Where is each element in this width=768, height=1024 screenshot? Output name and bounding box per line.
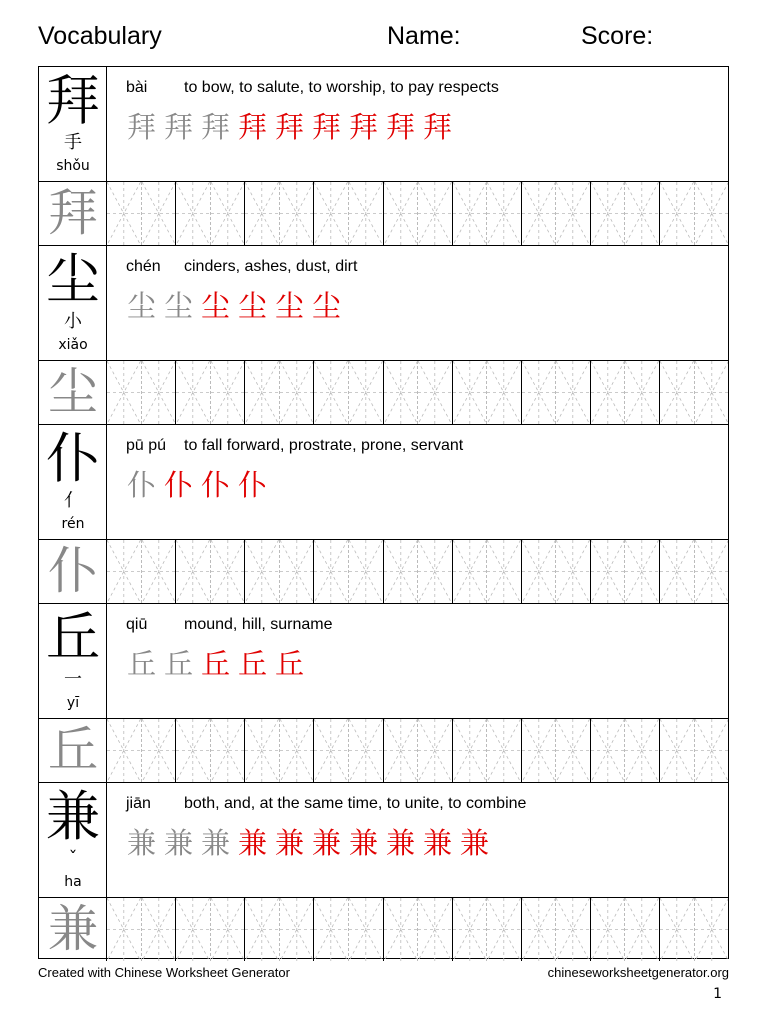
radical-pinyin: xiǎo: [58, 337, 88, 353]
practice-cell[interactable]: [487, 361, 522, 424]
practice-cell[interactable]: [556, 898, 591, 961]
practice-cell[interactable]: [695, 719, 729, 782]
stroke-step: 拜: [164, 110, 195, 144]
meaning: both, and, at the same time, to unite, to combine: [184, 795, 527, 812]
practice-cell[interactable]: [142, 361, 177, 424]
practice-cell[interactable]: [522, 719, 557, 782]
practice-cell[interactable]: [487, 182, 522, 245]
stroke-step: 尘: [164, 289, 195, 323]
trace-panel: [39, 361, 107, 424]
character-panel: [39, 425, 107, 539]
stroke-step: 拜: [423, 110, 454, 144]
practice-cell[interactable]: [384, 719, 419, 782]
practice-cell[interactable]: [176, 182, 211, 245]
character-panel: [39, 246, 107, 360]
vocab-info-row: [39, 604, 728, 719]
stroke-order: [127, 109, 460, 145]
practice-cell[interactable]: [107, 540, 142, 603]
practice-cell[interactable]: [176, 540, 211, 603]
practice-cell[interactable]: [211, 719, 246, 782]
trace-panel: [39, 540, 107, 603]
stroke-step: 丘: [238, 647, 269, 681]
practice-cell[interactable]: [245, 898, 280, 961]
pinyin: pū pú: [126, 437, 167, 454]
stroke-step: 拜: [386, 110, 417, 144]
practice-cell[interactable]: [591, 182, 626, 245]
practice-cell[interactable]: [556, 361, 591, 424]
pinyin: chén: [126, 258, 161, 275]
practice-cell[interactable]: [142, 182, 177, 245]
stroke-step: 丘: [164, 647, 195, 681]
practice-cell[interactable]: [556, 540, 591, 603]
practice-cell[interactable]: [349, 898, 384, 961]
worksheet-grid: [38, 66, 729, 959]
practice-cell[interactable]: [418, 898, 453, 961]
practice-cell[interactable]: [280, 898, 315, 961]
trace-character: 丘: [48, 721, 98, 779]
practice-cell[interactable]: [660, 540, 695, 603]
practice-cell[interactable]: [556, 719, 591, 782]
radical-pinyin: yī: [66, 695, 80, 711]
stroke-order: [127, 825, 497, 861]
vocab-info-row: [39, 67, 728, 182]
practice-cell[interactable]: [349, 540, 384, 603]
radical: 手: [64, 132, 82, 153]
practice-cell[interactable]: [453, 540, 488, 603]
stroke-step: 兼: [201, 826, 232, 860]
practice-cell[interactable]: [695, 182, 729, 245]
radical: 亻: [64, 490, 82, 511]
trace-character: 仆: [48, 542, 98, 600]
practice-cell[interactable]: [314, 182, 349, 245]
practice-cell[interactable]: [487, 719, 522, 782]
vocab-entry: [39, 246, 728, 425]
radical: 小: [64, 311, 82, 332]
practice-cell[interactable]: [384, 540, 419, 603]
character-panel: [39, 604, 107, 718]
practice-cell[interactable]: [142, 898, 177, 961]
pinyin: bài: [126, 79, 148, 96]
practice-cell[interactable]: [591, 719, 626, 782]
stroke-step: 拜: [127, 110, 158, 144]
radical-pinyin: rén: [61, 516, 85, 532]
practice-cell[interactable]: [625, 182, 660, 245]
practice-cell[interactable]: [314, 898, 349, 961]
practice-cell[interactable]: [280, 182, 315, 245]
practice-cell[interactable]: [349, 719, 384, 782]
footer-credit: Created with Chinese Worksheet Generator: [38, 965, 290, 980]
stroke-order: [127, 288, 349, 324]
practice-cell[interactable]: [176, 361, 211, 424]
main-character: 尘: [46, 248, 100, 311]
practice-cell[interactable]: [176, 719, 211, 782]
practice-cell[interactable]: [384, 182, 419, 245]
trace-character: 兼: [48, 900, 98, 958]
practice-cell[interactable]: [453, 719, 488, 782]
stroke-step: 拜: [349, 110, 380, 144]
character-panel: [39, 783, 107, 897]
radical-pinyin: shǒu: [56, 158, 90, 174]
practice-cell[interactable]: [695, 361, 729, 424]
practice-cell[interactable]: [625, 540, 660, 603]
definition-line: [126, 79, 499, 97]
practice-row: [39, 361, 728, 424]
stroke-step: 仆: [127, 468, 158, 502]
practice-cell[interactable]: [245, 540, 280, 603]
main-character: 仆: [46, 427, 100, 490]
practice-cell[interactable]: [591, 361, 626, 424]
practice-cell[interactable]: [453, 898, 488, 961]
practice-cell[interactable]: [384, 361, 419, 424]
definition-line: [126, 437, 463, 455]
stroke-step: 丘: [201, 647, 232, 681]
practice-cell[interactable]: [142, 540, 177, 603]
practice-cell[interactable]: [487, 540, 522, 603]
stroke-step: 仆: [238, 468, 269, 502]
stroke-step: 仆: [164, 468, 195, 502]
practice-cell[interactable]: [625, 719, 660, 782]
practice-row: [39, 540, 728, 603]
practice-cell[interactable]: [591, 540, 626, 603]
page-number: 1: [713, 986, 722, 1002]
footer-website[interactable]: chineseworksheetgenerator.org: [547, 965, 729, 980]
vocab-entry: [39, 67, 728, 246]
stroke-step: 兼: [386, 826, 417, 860]
vocab-entry: [39, 425, 728, 604]
trace-panel: [39, 719, 107, 782]
practice-cell[interactable]: [211, 182, 246, 245]
stroke-step: 尘: [201, 289, 232, 323]
practice-cell[interactable]: [314, 540, 349, 603]
practice-cell[interactable]: [107, 719, 142, 782]
stroke-step: 兼: [349, 826, 380, 860]
main-character: 丘: [46, 606, 100, 669]
stroke-step: 拜: [201, 110, 232, 144]
practice-cell[interactable]: [314, 361, 349, 424]
trace-character: 尘: [48, 363, 98, 421]
vocab-info-row: [39, 425, 728, 540]
meaning: mound, hill, surname: [184, 616, 333, 633]
stroke-step: 尘: [238, 289, 269, 323]
practice-cell[interactable]: [245, 719, 280, 782]
practice-cell[interactable]: [349, 361, 384, 424]
vocab-entry: [39, 604, 728, 783]
practice-cell[interactable]: [625, 361, 660, 424]
practice-cell[interactable]: [107, 898, 142, 961]
practice-row: [39, 898, 728, 961]
practice-cell[interactable]: [625, 898, 660, 961]
main-character: 拜: [46, 69, 100, 132]
practice-cell[interactable]: [522, 540, 557, 603]
definition-line: [126, 616, 333, 634]
trace-character: 拜: [48, 184, 98, 242]
stroke-step: 拜: [238, 110, 269, 144]
stroke-step: 兼: [164, 826, 195, 860]
stroke-step: 兼: [460, 826, 491, 860]
worksheet-title: Vocabulary: [38, 22, 162, 50]
stroke-step: 拜: [312, 110, 343, 144]
meaning: cinders, ashes, dust, dirt: [184, 258, 358, 275]
score-label: Score:: [581, 22, 654, 50]
practice-cell[interactable]: [418, 719, 453, 782]
radical: ˇ: [68, 848, 78, 869]
practice-cell[interactable]: [453, 182, 488, 245]
definition-line: [126, 795, 526, 813]
trace-panel: [39, 898, 107, 961]
practice-cell[interactable]: [695, 540, 729, 603]
practice-row: [39, 182, 728, 245]
practice-cell[interactable]: [522, 182, 557, 245]
vocab-entry: [39, 783, 728, 961]
practice-cell[interactable]: [522, 361, 557, 424]
stroke-step: 丘: [127, 647, 158, 681]
stroke-step: 兼: [423, 826, 454, 860]
practice-cell[interactable]: [418, 361, 453, 424]
practice-cell[interactable]: [142, 719, 177, 782]
practice-cell[interactable]: [487, 898, 522, 961]
practice-cell[interactable]: [211, 540, 246, 603]
practice-cell[interactable]: [384, 898, 419, 961]
practice-cell[interactable]: [314, 719, 349, 782]
stroke-step: 尘: [275, 289, 306, 323]
practice-cell[interactable]: [349, 182, 384, 245]
practice-cell[interactable]: [245, 361, 280, 424]
practice-cell[interactable]: [453, 361, 488, 424]
practice-cell[interactable]: [695, 898, 729, 961]
practice-cell[interactable]: [660, 182, 695, 245]
practice-cell[interactable]: [211, 898, 246, 961]
practice-cell[interactable]: [211, 361, 246, 424]
meaning: to bow, to salute, to worship, to pay respects: [184, 79, 499, 96]
stroke-step: 仆: [201, 468, 232, 502]
practice-cell[interactable]: [660, 361, 695, 424]
practice-cell[interactable]: [418, 540, 453, 603]
practice-cell[interactable]: [280, 361, 315, 424]
practice-cell[interactable]: [660, 719, 695, 782]
practice-cell[interactable]: [245, 182, 280, 245]
stroke-order: [127, 646, 312, 682]
pinyin: jiān: [126, 795, 151, 812]
stroke-order: [127, 467, 275, 503]
radical-pinyin: ha: [64, 874, 82, 890]
practice-cell[interactable]: [522, 898, 557, 961]
pinyin: qiū: [126, 616, 148, 633]
main-character: 兼: [46, 785, 100, 848]
name-label: Name:: [387, 22, 461, 50]
stroke-step: 丘: [275, 647, 306, 681]
practice-cell[interactable]: [556, 182, 591, 245]
stroke-step: 兼: [275, 826, 306, 860]
practice-cell[interactable]: [107, 361, 142, 424]
stroke-step: 尘: [312, 289, 343, 323]
trace-panel: [39, 182, 107, 245]
vocab-info-row: [39, 783, 728, 898]
character-panel: [39, 67, 107, 181]
radical: 一: [64, 669, 82, 690]
practice-cell[interactable]: [107, 182, 142, 245]
practice-cell[interactable]: [660, 898, 695, 961]
practice-cell[interactable]: [591, 898, 626, 961]
vocab-info-row: [39, 246, 728, 361]
stroke-step: 兼: [127, 826, 158, 860]
stroke-step: 兼: [312, 826, 343, 860]
meaning: to fall forward, prostrate, prone, servant: [184, 437, 464, 454]
stroke-step: 拜: [275, 110, 306, 144]
practice-cell[interactable]: [280, 719, 315, 782]
practice-cell[interactable]: [176, 898, 211, 961]
definition-line: [126, 258, 357, 276]
stroke-step: 兼: [238, 826, 269, 860]
practice-cell[interactable]: [280, 540, 315, 603]
practice-row: [39, 719, 728, 782]
practice-cell[interactable]: [418, 182, 453, 245]
stroke-step: 尘: [127, 289, 158, 323]
